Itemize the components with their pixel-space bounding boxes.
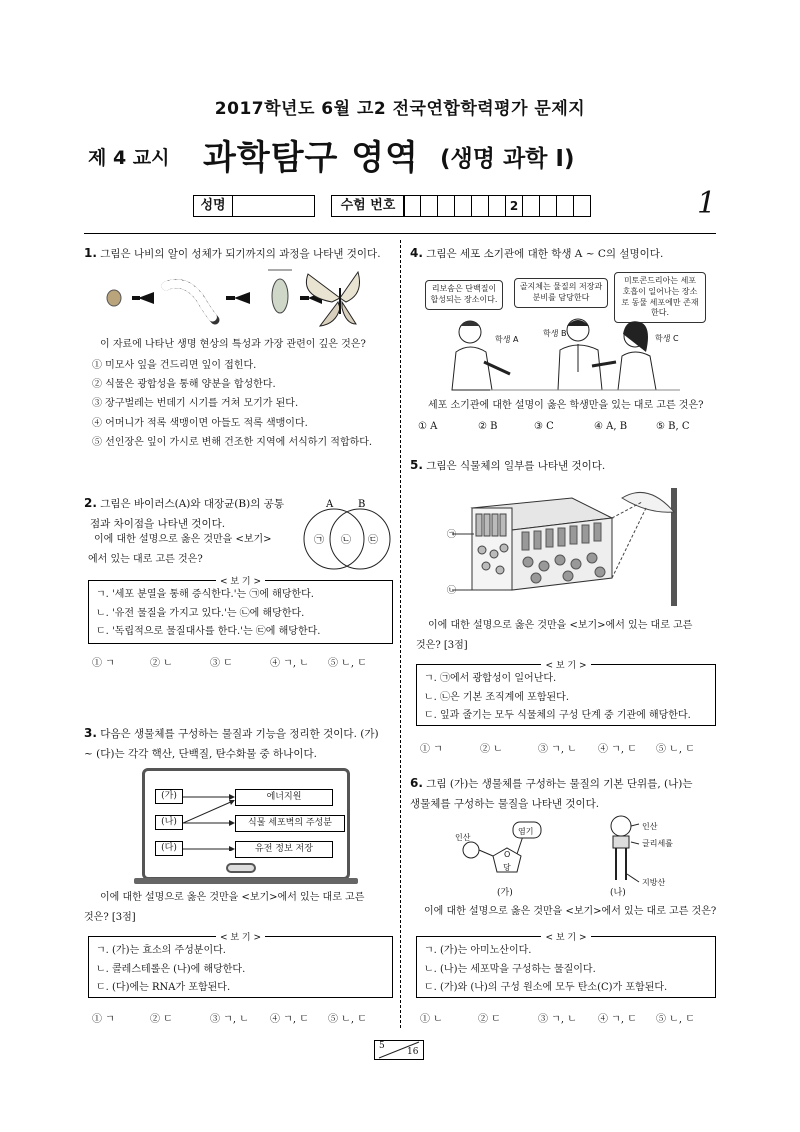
q3-bogi-box — [88, 933, 393, 998]
q2-bogi-item: ㄷ. '독립적으로 물질대사를 한다.'는 ㉢에 해당한다. — [96, 626, 321, 637]
q1-question: 이 자료에 나타난 생명 현상의 특성과 가장 관련이 깊은 것은? — [100, 339, 366, 350]
q4-answer[interactable]: ② B — [478, 421, 498, 432]
q2-bogi-box — [88, 577, 393, 644]
q5-bogi-title: < 보 기 > — [541, 661, 590, 671]
q3-answer[interactable]: ④ ㄱ, ㄷ — [270, 1014, 309, 1025]
q4-title-text: 그림은 세포 소기관에 대한 학생 A ~ C의 설명이다. — [426, 248, 664, 260]
q1-number: 1. — [84, 246, 97, 260]
q5-bogi-item: ㄷ. 잎과 줄기는 모두 식물체의 구성 단계 중 기관에 해당한다. — [424, 710, 691, 721]
q6-answer[interactable]: ④ ㄱ, ㄷ — [598, 1014, 637, 1025]
q5-answer[interactable]: ① ㄱ — [420, 744, 443, 755]
q4-question: 세포 소기관에 대한 설명이 옳은 학생만을 있는 대로 고른 것은? — [428, 400, 704, 411]
q5-label-2: ㉡ — [447, 586, 457, 596]
q2-bogi-title: < 보 기 > — [216, 577, 265, 587]
name-label: 성명 — [200, 198, 226, 213]
venn-label-a: A — [326, 499, 334, 510]
q5-bogi-item: ㄱ. ㉠에서 광합성이 일어난다. — [424, 673, 557, 684]
q6-bogi-item: ㄷ. (가)와 (나)의 구성 원소에 모두 탄소(C)가 포함된다. — [424, 982, 668, 993]
q6-label-phosphate2: 인산 — [642, 822, 658, 831]
leaf-tissue-icon — [472, 498, 612, 590]
q6-bogi-item: ㄱ. (가)는 아미노산이다. — [424, 945, 532, 956]
q1-choice[interactable]: ④ 어머니가 적록 색맹이면 아들도 적록 색맹이다. — [92, 417, 308, 429]
q2-answers — [92, 654, 397, 669]
q3-title-l2: ~ (다)는 각각 핵산, 단백질, 탄수화물 중 하나이다. — [84, 747, 317, 760]
q4-number: 4. — [410, 246, 423, 260]
phospholipid-icon — [611, 816, 639, 882]
q6-label-glycerol: 글리세롤 — [642, 839, 673, 848]
student-c-icon — [618, 321, 656, 390]
q2-question — [88, 530, 298, 570]
q1-title — [84, 243, 394, 265]
q3-row-label: (나) — [155, 815, 183, 830]
chrysalis-icon — [268, 270, 292, 313]
q4-student-c-label: 학생 C — [655, 334, 679, 343]
q4-answer[interactable]: ③ C — [534, 421, 554, 432]
venn-region-2: ㉡ — [341, 535, 351, 546]
exam-no-digit: 2 — [505, 195, 523, 217]
q3-bogi-item: ㄷ. (다)에는 RNA가 포함된다. — [96, 982, 231, 993]
q2-question-l2: 에서 있는 대로 고른 것은? — [88, 554, 203, 565]
q4-bubble-a: 리보솜은 단백질이 합성되는 장소이다. — [425, 280, 503, 310]
page-counter — [374, 1040, 424, 1060]
q4-student-a-label: 학생 A — [495, 335, 519, 344]
q2-answer[interactable]: ① ㄱ — [92, 658, 115, 669]
q6-answer[interactable]: ① ㄴ — [420, 1014, 443, 1025]
q4-answer[interactable]: ⑤ B, C — [656, 421, 690, 432]
q5-title — [410, 455, 720, 477]
q3-tablet-base — [134, 878, 358, 884]
q2-answer[interactable]: ③ ㄷ — [210, 658, 233, 669]
q5-question-l2: 것은? [3점] — [416, 640, 468, 651]
q6-bogi-title: < 보 기 > — [541, 933, 590, 943]
q3-title-l1: 다음은 생물체를 구성하는 물질과 기능을 정리한 것이다. (가) — [100, 728, 379, 740]
q3-row-func: 에너지원 — [235, 789, 333, 806]
q2-answer[interactable]: ② ㄴ — [150, 658, 173, 669]
q4-bubble-c: 미토콘드리아는 세포 호흡이 일어나는 장소로 동물 세포에만 존재한다. — [614, 272, 706, 323]
q6-answer[interactable]: ③ ㄱ, ㄴ — [538, 1014, 577, 1025]
q5-label-1: ㉠ — [447, 530, 457, 540]
q3-tablet-button — [226, 863, 256, 873]
q2-bogi-item: ㄴ. '유전 물질을 가지고 있다.'는 ㉡에 해당한다. — [96, 607, 305, 619]
q3-row-func: 유전 정보 저장 — [235, 841, 333, 858]
q5-leaf-cross-section-figure — [452, 478, 722, 606]
name-label-box — [193, 195, 233, 217]
q6-answer[interactable]: ⑤ ㄴ, ㄷ — [656, 1014, 695, 1025]
q3-question — [84, 888, 396, 928]
q1-choice[interactable]: ① 미모사 잎을 건드리면 잎이 접힌다. — [92, 360, 257, 371]
exam-no-label-box — [331, 195, 405, 217]
q4-answer[interactable]: ① A — [418, 421, 438, 432]
q2-answer[interactable]: ⑤ ㄴ, ㄷ — [328, 658, 367, 669]
q2-title — [84, 493, 294, 533]
q4-answers — [418, 421, 718, 432]
q3-answer[interactable]: ③ ㄱ, ㄴ — [210, 1014, 249, 1025]
caterpillar-icon — [166, 284, 215, 320]
q3-answer[interactable]: ② ㄷ — [150, 1014, 173, 1025]
q6-bogi-box — [416, 933, 716, 998]
q6-label-base: 염기 — [518, 827, 534, 836]
q1-choice[interactable]: ⑤ 선인장은 잎이 가시로 변해 건조한 지역에 서식하기 적합하다. — [92, 436, 373, 448]
period-label: 제 4 교시 — [88, 147, 170, 169]
q3-question-l2: 것은? [3점] — [84, 912, 136, 923]
q6-caption-na: (나) — [610, 888, 626, 898]
q6-label-o: O — [504, 850, 511, 859]
q6-title-l1: 그림 (가)는 생물체를 구성하는 물질의 기본 단위를, (나)는 — [426, 778, 693, 790]
q6-question: 이에 대한 설명으로 옳은 것만을 <보기>에서 있는 대로 고른 것은? — [424, 906, 717, 917]
q5-answer[interactable]: ④ ㄱ, ㄷ — [598, 744, 637, 755]
q3-bogi-item: ㄴ. 콜레스테롤은 (나)에 해당한다. — [96, 963, 246, 975]
q3-answer[interactable]: ⑤ ㄴ, ㄷ — [328, 1014, 367, 1025]
q3-bogi-title: < 보 기 > — [216, 933, 265, 943]
q2-question-l1: 이에 대한 설명으로 옳은 것만을 <보기> — [94, 534, 272, 545]
column-divider — [400, 240, 401, 1028]
q1-title-text: 그림은 나비의 알이 성체가 되기까지의 과정을 나타낸 것이다. — [100, 248, 381, 260]
q6-title — [410, 773, 722, 813]
q5-answer[interactable]: ③ ㄱ, ㄴ — [538, 744, 577, 755]
q5-answer[interactable]: ② ㄴ — [480, 744, 503, 755]
q3-number: 3. — [84, 726, 97, 740]
q6-bogi-item: ㄴ. (나)는 세포막을 구성하는 물질이다. — [424, 963, 596, 975]
exam-title: 2017학년도 6월 고2 전국연합학력평가 문제지 — [214, 99, 586, 119]
exam-no-cells[interactable] — [404, 195, 591, 217]
q6-label-fatty-acid: 지방산 — [642, 878, 666, 887]
q3-answers — [92, 1010, 397, 1025]
page-total: 16 — [407, 1047, 419, 1057]
venn-region-3: ㉢ — [368, 535, 378, 546]
subject-subtitle: (생명 과학 Ⅰ) — [440, 146, 575, 172]
q1-choices — [92, 356, 397, 452]
q3-bogi-item: ㄱ. (가)는 효소의 주성분이다. — [96, 945, 226, 956]
q4-students-figure — [430, 312, 700, 392]
student-a-icon — [452, 321, 510, 390]
venn-region-1: ㉠ — [314, 535, 324, 546]
q5-answer[interactable]: ⑤ ㄴ, ㄷ — [656, 744, 695, 755]
q5-question-l1: 이에 대한 설명으로 옳은 것만을 <보기>에서 있는 대로 고른 — [428, 620, 693, 631]
q1-butterfly-lifecycle-figure — [100, 268, 360, 330]
q5-bogi-item: ㄴ. ㉡은 기본 조직계에 포함된다. — [424, 691, 569, 703]
q6-answer[interactable]: ② ㄷ — [478, 1014, 501, 1025]
q5-bogi-box — [416, 661, 716, 726]
q4-answer[interactable]: ④ A, B — [594, 421, 628, 432]
q2-venn-diagram — [296, 495, 396, 575]
q2-title-l1: 그림은 바이러스(A)와 대장균(B)의 공통 — [100, 498, 284, 510]
q2-title-l2: 점과 차이점을 나타낸 것이다. — [90, 517, 226, 530]
q1-choice[interactable]: ② 식물은 광합성을 통해 양분을 합성한다. — [92, 379, 276, 391]
q1-choice[interactable]: ③ 장구벌레는 번데기 시기를 거쳐 모기가 된다. — [92, 398, 299, 410]
q5-title-text: 그림은 식물체의 일부를 나타낸 것이다. — [426, 460, 606, 472]
q5-question — [416, 616, 718, 656]
q6-title-l2: 생물체를 구성하는 물질을 나타낸 것이다. — [410, 797, 600, 810]
q5-number: 5. — [410, 458, 423, 472]
exam-no-label: 수험 번호 — [340, 198, 396, 213]
q5-answers — [420, 740, 720, 755]
q6-answers — [420, 1010, 720, 1025]
header-rule — [84, 233, 716, 234]
q3-row-label: (다) — [155, 841, 183, 856]
q3-title — [84, 723, 396, 763]
subject-title: 과학탐구 영역 — [203, 138, 419, 178]
q2-bogi-item: ㄱ. '세포 분열을 통해 증식한다.'는 ㉠에 해당한다. — [96, 589, 314, 600]
q3-answer[interactable]: ① ㄱ — [92, 1014, 115, 1025]
q6-number: 6. — [410, 776, 423, 790]
q4-title — [410, 243, 720, 265]
page-current: 5 — [379, 1041, 385, 1051]
q4-student-b-label: 학생 B — [543, 329, 567, 338]
q2-answer[interactable]: ④ ㄱ, ㄴ — [270, 658, 309, 669]
q6-label-sugar: 당 — [503, 863, 511, 872]
plant-stem-icon — [612, 488, 674, 606]
name-field[interactable] — [232, 195, 315, 217]
q2-number: 2. — [84, 496, 97, 510]
q3-row-func: 식물 세포벽의 주성분 — [235, 815, 345, 832]
q6-caption-ga: (가) — [497, 888, 513, 898]
venn-label-b: B — [358, 499, 366, 510]
page-number-big: 1 — [697, 186, 717, 221]
q6-label-phosphate: 인산 — [455, 833, 471, 842]
q4-bubble-b: 골지체는 물질의 저장과 분비를 담당한다 — [514, 278, 608, 308]
q3-question-l1: 이에 대한 설명으로 옳은 것만을 <보기>에서 있는 대로 고른 — [100, 892, 365, 903]
q3-row-label: (가) — [155, 789, 183, 804]
